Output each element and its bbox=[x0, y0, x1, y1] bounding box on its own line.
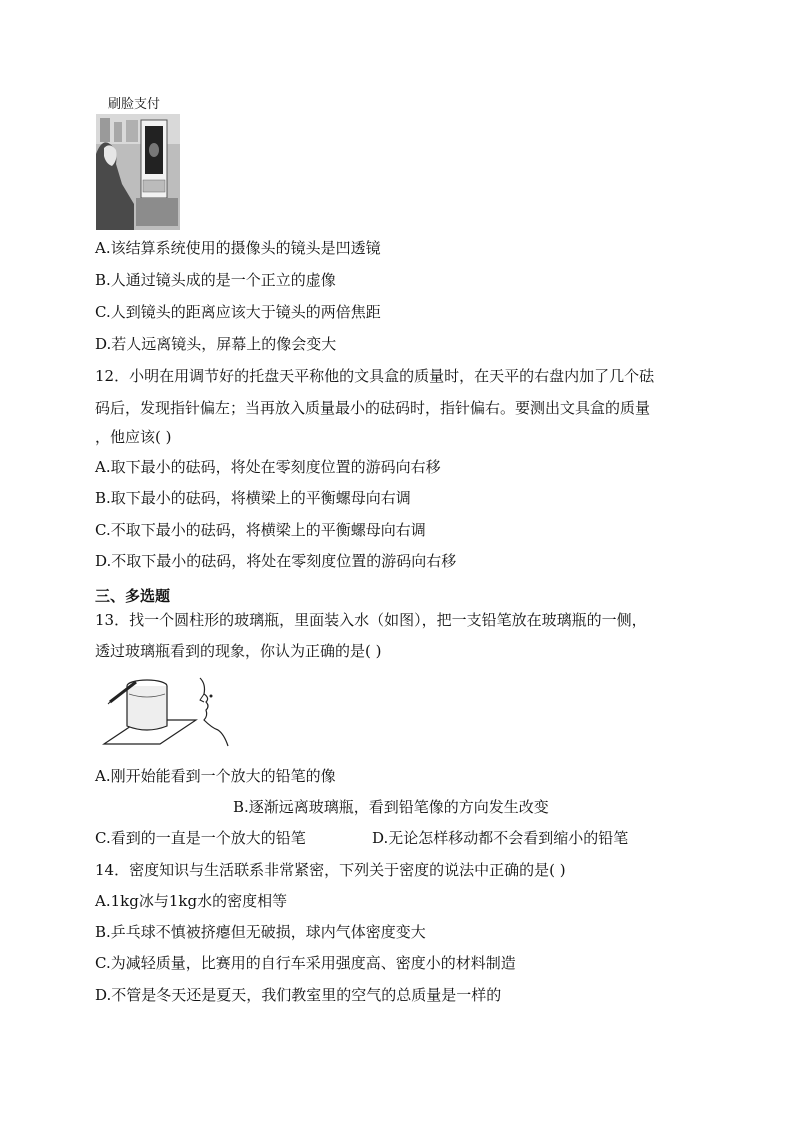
q14-option-a: A.1kg冰与1kg水的密度相等 bbox=[95, 892, 288, 910]
q12-option-d: D.不取下最小的砝码，将处在零刻度位置的游码向右移 bbox=[95, 552, 457, 570]
q12-option-b: B.取下最小的砝码，将横梁上的平衡螺母向右调 bbox=[95, 489, 411, 507]
glass-bottle-pencil-figure bbox=[100, 672, 245, 750]
section-heading: 三、多选题 bbox=[95, 587, 171, 605]
q11-option-c: C.人到镜头的距离应该大于镜头的两倍焦距 bbox=[95, 303, 381, 321]
q14-option-d: D.不管是冬天还是夏天，我们教室里的空气的总质量是一样的 bbox=[95, 986, 502, 1004]
q12-option-a: A.取下最小的砝码，将处在零刻度位置的游码向右移 bbox=[95, 458, 441, 476]
face-payment-photo bbox=[96, 114, 180, 230]
q14-stem: 14．密度知识与生活联系非常紧密，下列关于密度的说法中正确的是( ) bbox=[95, 861, 566, 879]
q13-option-b: B.逐渐远离玻璃瓶，看到铅笔像的方向发生改变 bbox=[233, 798, 549, 816]
q11-option-d: D.若人远离镜头，屏幕上的像会变大 bbox=[95, 335, 337, 353]
photo-caption: 刷脸支付 bbox=[108, 97, 161, 112]
q12-stem-line3: ，他应该( ) bbox=[95, 428, 172, 446]
q12-stem-line2: 码后，发现指针偏左；当再放入质量最小的砝码时，指针偏右。要测出文具盒的质量 bbox=[95, 399, 651, 417]
q13-option-c: C.看到的一直是一个放大的铅笔 bbox=[95, 829, 306, 847]
q11-option-a: A.该结算系统使用的摄像头的镜头是凹透镜 bbox=[95, 239, 381, 257]
q13-stem-line2: 透过玻璃瓶看到的现象，你认为正确的是( ) bbox=[95, 642, 382, 660]
q11-option-b: B.人通过镜头成的是一个正立的虚像 bbox=[95, 271, 336, 289]
q13-stem-line1: 13．找一个圆柱形的玻璃瓶，里面装入水（如图），把一支铅笔放在玻璃瓶的一侧， bbox=[95, 611, 647, 629]
q14-option-c: C.为减轻质量，比赛用的自行车采用强度高、密度小的材料制造 bbox=[95, 954, 516, 972]
q12-stem-line1: 12．小明在用调节好的托盘天平称他的文具盒的质量时，在天平的右盘内加了几个砝 bbox=[95, 367, 655, 385]
q14-option-b: B.乒乓球不慎被挤瘪但无破损，球内气体密度变大 bbox=[95, 923, 426, 941]
q13-option-d: D.无论怎样移动都不会看到缩小的铅笔 bbox=[372, 829, 629, 847]
q12-option-c: C.不取下最小的砝码，将横梁上的平衡螺母向右调 bbox=[95, 521, 426, 539]
q13-option-a: A.刚开始能看到一个放大的铅笔的像 bbox=[95, 767, 336, 785]
